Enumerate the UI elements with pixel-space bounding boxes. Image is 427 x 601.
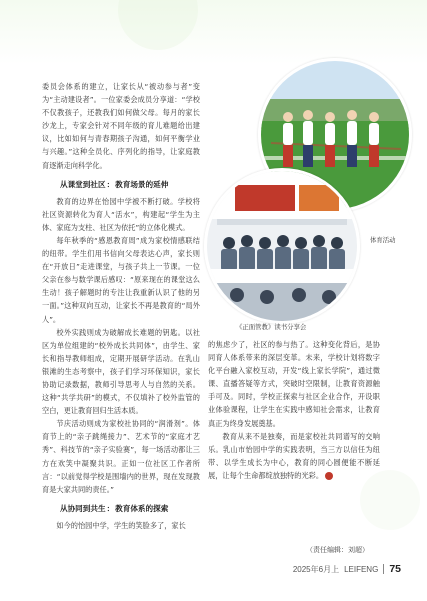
section-heading [60,178,200,191]
closing-text: 教育从来不是独奏，而是家校社共同谱写的交响乐。乳山市怡园中学的实践表明，当三方以信任为纽带、以学生成长为中心，教育的同心圆便能不断延展，让每个生命都绽放独特的光彩。 [208,431,380,480]
page-footer [293,563,401,575]
heading-separator: ： [106,179,115,189]
right-column [208,338,380,482]
footer-divider [383,564,384,574]
sports-photo-caption: 体育活动 [370,236,396,244]
end-mark-icon [325,472,333,480]
body-paragraph: 如今的怡园中学，学生的笑脸多了，家长 [56,520,186,530]
body-paragraph: 教育的边界在怡园中学被不断打破。学校将社区资源转化为育人“活水”，构建起“学生为主体、家庭为支柱、社区为依托”的立体化模式。 [42,196,200,232]
editor-credit: （责任编辑：刘超） [306,546,369,554]
body-paragraph: 的焦虑少了，社区的参与热了。这种变化背后，是协同育人体系带来的深层变革。未来，学校计划将数字化平台融入家校互动，开发“线上家长学院”，通过微课、直播答疑等方式，突破时空限制，让教育资源触手可及。同时，学校正探索与社区企业合作，开设职业体验课程，让学生在实践中感知社会需求，让教育真正为终身发展奠基。 [208,340,380,428]
body-paragraph [208,430,380,482]
section-heading [60,502,200,515]
body-paragraph: 节庆活动则成为家校社协同的“润滑剂”。体育节上的“亲子跳绳接力”、艺术节的“家庭才艺秀”、科技节的“亲子实验赛”，每一场活动都让三方在欢笑中凝聚共识。正如一位社区工作者所言：“以前觉得学校是围墙内的世界，现在发现教育是大家共同的责任。” [42,419,200,494]
issue-label: 2025年6月上 [292,564,340,574]
magazine-name: LEIFENG [344,564,379,574]
body-paragraph: 每年秋季的“感恩教育周”成为家校情感联结的纽带。学生们用书信向父母表达心声，家长则在“开放日”走进课堂，与孩子共上一节课。一位父亲在参与数学课后感叹：“原来现在的课堂这么生动！孩子解题时的专注让我重新认识了他的另一面。”这种双向互动，让家长不再是教育的“局外人”。 [42,235,200,324]
heading-part: 从课堂到社区 [60,179,106,189]
heading-part: 教育场景的延伸 [115,179,169,189]
left-column [42,80,200,532]
heading-separator: ： [106,503,115,513]
page-number: 75 [389,563,401,575]
page-header-band [0,0,427,64]
heading-part: 教育体系的探索 [115,503,169,513]
reading-meeting-photo [204,168,360,324]
body-paragraph: 委员会体系的建立，让家长从“被动参与者”变为“主动建设者”。一位家委会成员分享道：“学校不仅教孩子，还教我们如何做父母。每月的家长沙龙上，专家会针对不同年级的育儿难题给出建议，比如如何与青春期孩子沟通，如何平衡学业与兴趣。”这种全员化、序列化的指导，让家庭教育逐渐走向科学化。 [42,82,200,170]
reading-photo-illustration [207,171,357,321]
heading-part: 从协同到共生 [60,503,106,513]
body-paragraph: 校外实践则成为破解成长难题的钥匙。以社区为单位组建的“校外成长共同体”，由学生、家长和指导教师组成，定期开展研学活动。在乳山银滩的生态考察中，孩子们学习环保知识，家长协助记录数据，教师引导思考人与自然的关系。这种“共学共研”的模式，不仅填补了校外监管的空白，更让教育回归生活本质。 [42,327,200,416]
reading-photo-caption: 《正面管教》读书分享会 [236,323,307,331]
